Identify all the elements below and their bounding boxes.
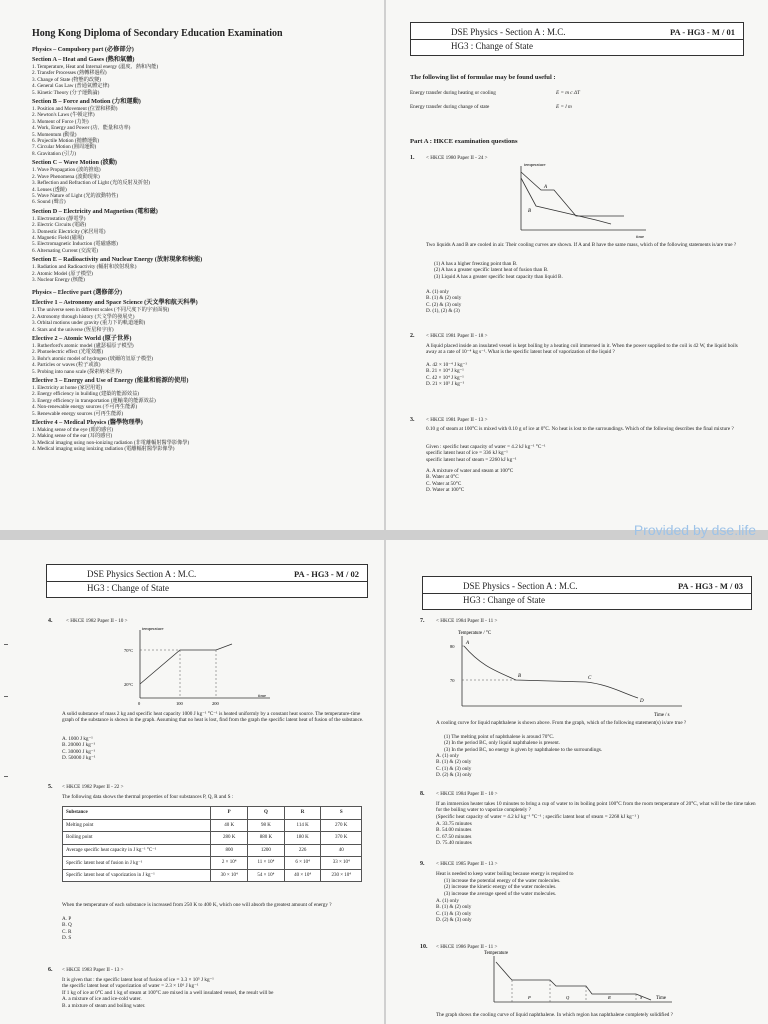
q10-number: 10. — [420, 944, 428, 950]
elective-title: Elective 2 – Atomic World (原子世界) — [32, 335, 132, 342]
q4-tick-20: 20°C — [124, 682, 134, 687]
compulsory-heading: Physics – Compulsory part (必修部分) — [32, 46, 134, 53]
q5-options — [62, 916, 72, 942]
syllabus-item: 6. Sound (聲音) — [32, 199, 66, 206]
q3-ref: < HKCE 1981 Paper II - 13 > — [426, 417, 488, 423]
table-cell: 30 × 10⁴ — [211, 869, 248, 882]
question-line: A. a mixture of ice and ice-cold water. — [62, 996, 142, 1003]
syllabus-item: 3. Domestic Electricity (家居用電) — [32, 228, 106, 235]
table-row — [63, 832, 362, 845]
table-cell: Average specific heat capacity in J kg⁻¹ °C⁻¹ — [63, 844, 211, 857]
table-header-cell: Q — [248, 807, 285, 820]
q6-ref: < HKCE 1983 Paper II - 13 > — [62, 967, 124, 973]
watermark: Provided by dse.life — [633, 522, 756, 538]
syllabus-item: 8. Gravitation (引力) — [32, 150, 76, 157]
q4-number: 4. — [48, 618, 53, 624]
margin-tick — [4, 776, 8, 777]
table-row — [63, 844, 362, 857]
answer-option: D. 50000 J kg⁻¹ — [62, 755, 96, 762]
table-header-cell: S — [321, 807, 362, 820]
margin-tick — [4, 644, 8, 645]
q3-given — [426, 444, 546, 463]
q4-axis-y: temperature — [142, 626, 164, 631]
answer-option: D. 75.40 minutes — [436, 840, 472, 847]
q7-axis-x: Time / s — [654, 713, 670, 718]
elective-item: 1. The universe seen in different scales (不同尺度下的宇宙面貌) — [32, 307, 170, 314]
elective-item: 3. Orbital motions under gravity (重力下的軌道運動) — [32, 320, 146, 327]
elective-item: 2. Astronomy through history (天文學的發展史) — [32, 313, 135, 320]
syllabus-page — [0, 0, 384, 530]
answer-option: C. Water at 50°C — [426, 480, 462, 487]
elective-title: Elective 4 – Medical Physics (醫學物理學) — [32, 419, 143, 427]
formula-label-2: Energy transfer during change of state — [410, 104, 490, 110]
question-line: B. a mixture of steam and boiling water. — [62, 1002, 146, 1009]
syllabus-item: 1. Temperature, Heat and Internal energy (溫度、熱和內能) — [32, 64, 159, 70]
q7-axis-y: Temperature / °C — [458, 631, 492, 636]
elective-title: Elective 1 – Astronomy and Space Science (天文學和航天科學) — [32, 299, 198, 307]
q3-options — [426, 468, 513, 494]
answer-option: D. 21 × 10⁵ J kg⁻¹ — [426, 381, 465, 388]
worksheet-page-03 — [386, 540, 768, 1024]
q5-ref: < HKCE 1982 Paper II - 22 > — [62, 784, 124, 790]
elective-item: 1. Rutherford's atomic model (盧瑟福原子模型) — [32, 343, 134, 349]
answer-option: D. (1), (2) & (3) — [426, 308, 460, 315]
answer-option: A. P — [62, 916, 72, 922]
elective-item: 4. Stars and the universe (恆星和宇宙) — [32, 326, 114, 333]
header-subject: DSE Physics - Section A : M.C. — [463, 581, 578, 591]
q7-options — [436, 753, 472, 779]
q8-number: 8. — [420, 791, 425, 797]
elective-item: 2. Making sense of the ear (耳的感官) — [32, 433, 113, 440]
statement: (3) Liquid A has a greater specific heat capacity than liquid B. — [434, 273, 563, 280]
answer-option: B. 21 × 10⁴ J kg⁻¹ — [426, 368, 464, 375]
table-cell: 280 K — [211, 832, 248, 845]
header-code: PA - HG3 - M / 01 — [670, 27, 735, 37]
header-subject: DSE Physics - Section A : M.C. — [451, 27, 566, 37]
answer-option: D. (2) & (3) only — [436, 772, 472, 779]
q3-number: 3. — [410, 417, 415, 423]
q1-statements — [434, 261, 563, 280]
question-line: It is given that : the specific latent heat of fusion of ice = 3.3 × 10⁵ J kg⁻¹ — [62, 977, 214, 983]
table-cell: 114 K — [284, 819, 321, 832]
table-cell: Specific latent heat of vaporization in J kg⁻¹ — [63, 869, 211, 882]
q9-text: Heat is needed to keep water boiling because energy is required to — [436, 871, 574, 877]
table-cell: Boiling point — [63, 832, 211, 845]
q7-ref: < HKCE 1984 Paper II - 11 > — [436, 618, 498, 624]
section-heading: Section E – Radioactivity and Nuclear Energy (放射現象和核能) — [32, 256, 203, 264]
table-cell: 11 × 10⁴ — [248, 857, 285, 870]
q10-seg-p: P — [528, 995, 531, 1000]
table-cell: 1200 — [248, 844, 285, 857]
statement: (1) increase the potential energy of the water molecules. — [444, 878, 561, 884]
answer-option: C. 42 × 10⁴ J kg⁻¹ — [426, 374, 464, 381]
syllabus-item: 1. Position and Movement (位置和移動) — [32, 106, 118, 113]
answer-option: C. 30000 J kg⁻¹ — [62, 748, 96, 755]
answer-option: D. S — [62, 935, 72, 942]
q4-axis-x: time — [258, 693, 266, 698]
syllabus-item: 1. Radiation and Radioactivity (輻射和放射現象) — [32, 264, 137, 271]
page-header — [410, 22, 744, 56]
syllabus-item: 3. Moment of Force (力矩) — [32, 118, 89, 125]
section-heading: Section A – Heat and Gases (熱和氣體) — [32, 56, 135, 63]
q10-seg-r: R — [608, 995, 611, 1000]
header-subject: DSE Physics Section A : M.C. — [87, 569, 197, 579]
q10-axis-x: Time — [656, 996, 666, 1001]
table-header-cell: P — [211, 807, 248, 820]
q2-options — [426, 362, 467, 388]
answer-option: D. Water at 100°C — [426, 487, 465, 494]
answer-option: C. 67.50 minutes — [436, 833, 472, 840]
q5-intro: The following data shows the thermal properties of four substances P, Q, R and S : — [62, 794, 234, 800]
q10-axis-y: Temperature — [484, 951, 509, 956]
q1-text: Two liquids A and B are cooled in air. Their cooling curves are shown. If A and B have the same mass, which of the following statements is/are true ? — [426, 242, 737, 248]
q2-number: 2. — [410, 333, 415, 339]
statement: (1) The melting point of naphthalene is around 70°C. — [444, 734, 555, 740]
q7-label-b: B — [518, 674, 522, 679]
q10-text: The graph shows the cooling curve of liquid naphthalene. In which region has naphthalene completely solidified ? — [436, 1012, 673, 1018]
syllabus-item: 3. Change of State (物態的改變) — [32, 76, 102, 83]
syllabus-item: 5. Wave Nature of Light (光的波動特性) — [32, 192, 119, 199]
q7-tick-70: 70 — [450, 678, 455, 683]
page-title: Hong Kong Diploma of Secondary Education Examination — [32, 28, 283, 39]
q2-text: A liquid placed inside an insulated vessel is kept boiling by a heating coil immersed in it. When the power supplied to the coil is 42 W, the liquid boils away at a rate of 10⁻⁴ kg s⁻¹. What is the specific latent heat of vaporization of the liquid ? — [426, 343, 738, 356]
q7-label-c: C — [588, 676, 592, 681]
page-header — [46, 564, 368, 598]
syllabus-item: 5. Kinetic Theory (分子運動論) — [32, 89, 100, 96]
answer-option: B. 54.00 minutes — [436, 827, 472, 834]
table-cell: 54 × 10⁴ — [248, 869, 285, 882]
answer-option: B. 20000 J kg⁻¹ — [62, 742, 96, 749]
table-row — [63, 819, 362, 832]
formula-expr-1: E = m c ΔT — [556, 90, 580, 96]
table-header-row — [63, 807, 362, 820]
elective-item: 4. Medical imaging using ionizing radiation (電離輻射醫學影像學) — [32, 446, 175, 453]
given-data: Given : specific heat capacity of water = 4.2 kJ kg⁻¹ °C⁻¹ — [426, 444, 546, 450]
header-rule — [47, 581, 367, 582]
syllabus-item: 3. Nuclear Energy (核能) — [32, 276, 85, 283]
table-cell: 880 K — [248, 832, 285, 845]
syllabus-body — [32, 44, 372, 453]
question-line: the specific latent heat of vaporization of water = 2.3 × 10⁶ J kg⁻¹ — [62, 983, 199, 990]
q4-tick-200: 200 — [212, 701, 219, 706]
answer-option: A. (1) only — [436, 898, 459, 904]
statement: (2) A has a greater specific latent heat of fusion than B. — [434, 267, 549, 274]
q4-heating-graph — [120, 624, 280, 708]
header-rule — [411, 39, 743, 40]
table-cell: 6 × 10⁴ — [284, 857, 321, 870]
q8-text: If an immersion heater takes 10 minutes to bring a cup of water to its boiling point 100°C from the room temperature of 20°C, what will be the time taken for the boiling water to vaporize completely ? — [436, 801, 756, 814]
q1-axis-y: temperature — [524, 162, 546, 167]
syllabus-item: 2. Wave Phenomena (波動現象) — [32, 173, 100, 180]
syllabus-item: 2. Newton's Laws (牛頓定律) — [32, 112, 95, 119]
answer-option: B. (1) & (2) only — [436, 904, 472, 911]
margin-tick — [4, 696, 8, 697]
elective-item: 3. Energy efficiency in transportation (運輸業的能源效益) — [32, 397, 156, 404]
given-data: specific latent heat of ice = 336 kJ kg⁻¹ — [426, 450, 508, 457]
header-topic: HG3 : Change of State — [451, 41, 533, 51]
statement: (2) increase the kinetic energy of the water molecules. — [444, 884, 557, 891]
syllabus-item: 4. General Gas Law (普通氣體定律) — [32, 83, 110, 90]
q6-number: 6. — [48, 967, 53, 973]
q9-statements — [444, 878, 560, 897]
syllabus-item: 1. Electrostatics (靜電學) — [32, 215, 86, 222]
worksheet-page-01 — [386, 0, 768, 530]
page-header — [422, 576, 752, 610]
q1-cooling-graph — [506, 160, 656, 240]
q6-body — [62, 977, 367, 1009]
q1-label-b: B — [528, 209, 532, 214]
answer-option: B. Q — [62, 922, 72, 929]
q10-cooling-graph — [476, 948, 676, 1008]
q7-number: 7. — [420, 618, 425, 624]
table-cell: 800 — [211, 844, 248, 857]
answer-option: A. (1) only — [426, 289, 449, 295]
syllabus-item: 4. Lenses (透鏡) — [32, 186, 67, 193]
answer-option: A. 42 × 10⁻⁴ J kg⁻¹ — [426, 362, 467, 368]
answer-option: B. (1) & (2) only — [436, 759, 472, 766]
elective-item: 2. Photoelectric effect (光電效應) — [32, 349, 104, 356]
table-cell: 33 × 10⁴ — [321, 857, 362, 870]
table-cell: 230 × 10⁴ — [321, 869, 362, 882]
worksheet-page-02 — [0, 540, 384, 1024]
q3-text: 0.10 g of steam at 100°C is mixed with 0.10 g of ice at 0°C. No heat is lost to the surroundings. Which of the following describes the final mixture ? — [426, 426, 734, 432]
elective-item: 3. Medical imaging using non-ionizing radiation (非電離輻射醫學影像學) — [32, 439, 190, 446]
syllabus-item: 2. Electric Circuits (電路) — [32, 222, 87, 229]
q9-number: 9. — [420, 861, 425, 867]
table-cell: 226 — [284, 844, 321, 857]
syllabus-item: 5. Momentum (動量) — [32, 131, 77, 138]
q1-ref: < HKCE 1980 Paper II - 24 > — [426, 155, 488, 161]
elective-item: 1. Electricity at home (家居用電) — [32, 385, 103, 392]
q9-options — [436, 898, 472, 924]
q1-axis-x: time — [636, 234, 644, 239]
answer-option: A. A mixture of water and steam at 100°C — [426, 468, 514, 474]
header-rule — [423, 593, 751, 594]
table-cell: 2 × 10⁴ — [211, 857, 248, 870]
formula-heading: The following list of formulae may be found useful : — [410, 74, 556, 81]
answer-option: D. (2) & (3) only — [436, 917, 472, 924]
q4-tick-100: 100 — [176, 701, 183, 706]
q4-options — [62, 736, 95, 762]
elective-item: 4. Particles or waves (粒子或波) — [32, 362, 101, 369]
answer-option: C. R — [62, 928, 72, 935]
q2-ref: < HKCE 1981 Paper II - 18 > — [426, 333, 488, 339]
statement: (2) In the period BC, only liquid naphthalene is present. — [444, 740, 560, 747]
answer-option: C. (1) & (3) only — [436, 765, 472, 772]
q5-number: 5. — [48, 784, 53, 790]
q5-property-table — [62, 806, 362, 882]
syllabus-item: 2. Transfer Processes (熱轉移過程) — [32, 70, 107, 77]
table-cell: 270 K — [321, 819, 362, 832]
answer-option: B. Water at 0°C — [426, 474, 459, 481]
q7-label-a: A — [466, 641, 470, 646]
q8-given: (Specific heat capacity of water = 4.2 kJ kg⁻¹ °C⁻¹ ; specific latent heat of steam = 2268 kJ kg⁻¹ ) — [436, 814, 640, 820]
formula-expr-2: E = l m — [556, 104, 572, 110]
elective-heading: Physics – Elective part (選修部分) — [32, 289, 123, 297]
q10-seg-q: Q — [566, 995, 570, 1000]
header-topic: HG3 : Change of State — [463, 595, 545, 605]
table-cell: Specific latent heat of fusion in J kg⁻¹ — [63, 857, 211, 870]
q9-ref: < HKCE 1985 Paper II - 13 > — [436, 861, 498, 867]
statement: (3) increase the average speed of the water molecules. — [444, 890, 557, 897]
elective-item: 1. Making sense of the eye (眼的感官) — [32, 427, 114, 434]
question-line: If 1 kg of ice at 0°C and 1 kg of steam at 100°C are mixed in a well insulated vessel, the result will be — [62, 989, 274, 996]
syllabus-item: 4. Magnetic Field (磁場) — [32, 234, 84, 241]
formula-label-1: Energy transfer during heating or cooling — [410, 90, 496, 96]
elective-item: 3. Bohr's atomic model of hydrogen (玻爾的氫原子模型) — [32, 355, 153, 362]
table-cell: 40 × 10⁴ — [284, 869, 321, 882]
q1-options — [426, 289, 461, 315]
answer-option: A. 33.75 minutes — [436, 821, 472, 827]
answer-option: A. 1000 J kg⁻¹ — [62, 736, 93, 742]
q4-tick-70: 70°C — [124, 648, 134, 653]
answer-option: C. (2) & (3) only — [426, 301, 462, 308]
table-cell: 40 K — [211, 819, 248, 832]
section-heading: Section B – Force and Motion (力和運動) — [32, 98, 141, 106]
q8-options — [436, 821, 472, 847]
statement: (3) In the period BC, no energy is given by naphthalene to the surroundings. — [444, 746, 603, 753]
section-heading: Section D – Electricity and Magnetism (電和磁) — [32, 207, 158, 215]
syllabus-item: 4. Work, Energy and Power (功、能量和功率) — [32, 125, 131, 132]
syllabus-item: 2. Atomic Model (原子模型) — [32, 270, 93, 277]
table-header-cell: R — [284, 807, 321, 820]
q4-text: A solid substance of mass 2 kg and specific heat capacity 1000 J kg⁻¹ °C⁻¹ is heated uniformly by a constant heat source. The temperature-time graph of the substance is shown in the graph. Assuming that no heat is lost, find from the graph the specific latent heat of fusion of the substance. — [62, 711, 364, 724]
q7-label-d: D — [640, 699, 644, 704]
q5-question: When the temperature of each substance is increased from 250 K to 400 K, which one will absorb the greatest amount of energy ? — [62, 902, 332, 908]
q1-number: 1. — [410, 155, 415, 161]
table-row — [63, 857, 362, 870]
section-heading: Section C – Wave Motion (波動) — [32, 159, 117, 167]
elective-item: 5. Probing into nano scale (探索納米世界) — [32, 368, 122, 375]
header-code: PA - HG3 - M / 03 — [678, 581, 743, 591]
elective-item: 5. Renewable energy sources (可再生能源) — [32, 410, 124, 417]
table-header-cell: Substance — [63, 807, 211, 820]
syllabus-item: 7. Circular Motion (圓周運動) — [32, 144, 97, 151]
answer-option: C. (1) & (3) only — [436, 910, 472, 917]
section-spacer — [32, 283, 372, 287]
q7-cooling-graph — [446, 626, 686, 718]
syllabus-item: 6. Projectile Motion (拋體運動) — [32, 138, 100, 145]
syllabus-item: 3. Reflection and Refraction of Light (光的反射及折射) — [32, 180, 150, 187]
elective-item: 4. Non-renewable energy sources (不可再生能源) — [32, 404, 138, 411]
elective-item: 2. Energy efficiency in building (建築的能源效益) — [32, 391, 139, 398]
q4-tick-0: 0 — [138, 701, 141, 706]
q7-statements — [444, 734, 602, 753]
elective-title: Elective 3 – Energy and Use of Energy (能量和能源的使用) — [32, 377, 189, 385]
q4-ref: < HKCE 1982 Paper II - 10 > — [66, 618, 128, 624]
q10-seg-s: S — [640, 995, 643, 1000]
table-cell: 40 — [321, 844, 362, 857]
syllabus-item: 6. Alternating Current (交流電) — [32, 247, 98, 254]
answer-option: B. (1) & (2) only — [426, 295, 462, 302]
q8-ref: < HKCE 1984 Paper II - 10 > — [436, 791, 498, 797]
table-cell: 180 K — [284, 832, 321, 845]
q7-text: A cooling curve for liquid naphthalene is shown above. From the graph, which of the following statement(s) is/are true ? — [436, 720, 687, 726]
q1-label-a: A — [544, 185, 548, 190]
syllabus-item: 5. Electromagnetic Induction (電磁感應) — [32, 241, 118, 248]
header-topic: HG3 : Change of State — [87, 583, 169, 593]
statement: (1) A has a higher freezing point than B. — [434, 261, 518, 267]
q10-ref: < HKCE 1986 Paper II - 11 > — [436, 944, 498, 950]
table-cell: 370 K — [321, 832, 362, 845]
table-row — [63, 869, 362, 882]
q7-tick-80: 80 — [450, 644, 455, 649]
answer-option: A. (1) only — [436, 753, 459, 759]
table-cell: 98 K — [248, 819, 285, 832]
given-data: specific latent heat of steam = 2260 kJ kg⁻¹ — [426, 456, 517, 463]
part-heading: Part A : HKCE examination questions — [410, 138, 518, 145]
syllabus-item: 1. Wave Propagation (波的推進) — [32, 167, 101, 174]
table-cell: Melting point — [63, 819, 211, 832]
header-code: PA - HG3 - M / 02 — [294, 569, 359, 579]
